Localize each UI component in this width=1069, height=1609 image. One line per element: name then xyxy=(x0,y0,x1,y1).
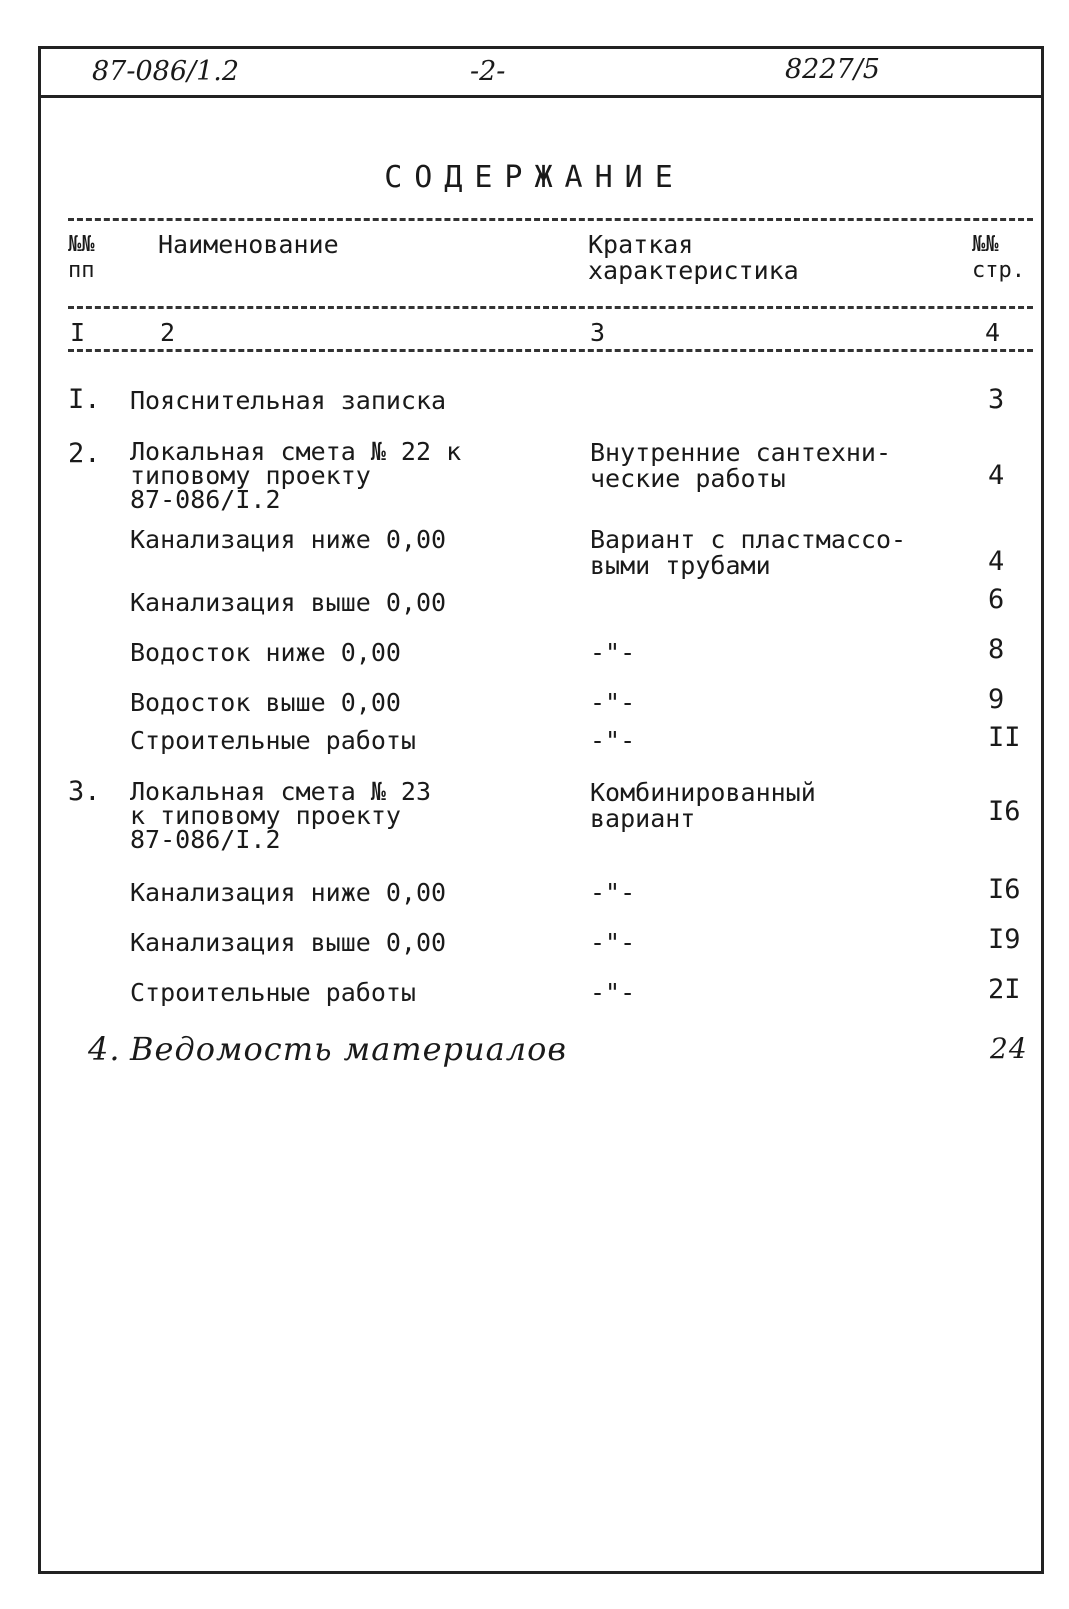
header-rule xyxy=(68,306,1033,309)
col-number-4: 4 xyxy=(985,318,1001,347)
row-name: Канализация ниже 0,00 xyxy=(130,878,447,907)
col-header-desc: Краткая характеристика xyxy=(588,230,799,285)
header-page-number: -2- xyxy=(470,56,506,87)
row-desc: -"- xyxy=(590,726,636,755)
header-code: 87-086/1.2 xyxy=(92,56,240,87)
col-header-page: №№ стр. xyxy=(972,232,1025,283)
row-page: 2I xyxy=(988,974,1021,1005)
row-name: Пояснительная записка xyxy=(130,386,447,415)
row-page: I6 xyxy=(988,796,1021,827)
row-page: 9 xyxy=(988,684,1005,715)
header-doc-number: 8227/5 xyxy=(785,54,880,85)
row-num: 2. xyxy=(68,438,101,469)
row-desc: -"- xyxy=(590,978,636,1007)
row-desc: Комбинированный вариант xyxy=(590,778,816,833)
row-desc: -"- xyxy=(590,878,636,907)
numbers-rule xyxy=(68,349,1033,352)
row-page: 6 xyxy=(988,584,1005,615)
row-page: 4 xyxy=(988,460,1005,491)
table-top-rule xyxy=(68,218,1033,221)
row-page: 4 xyxy=(988,546,1005,577)
handwritten-name: Ведомость материалов xyxy=(130,1030,567,1068)
col-header-name: Наименование xyxy=(158,230,339,259)
row-name: Локальная смета № 22 к типовому проекту 87-086/I.2 xyxy=(130,437,462,514)
row-page: 8 xyxy=(988,634,1005,665)
header-divider xyxy=(38,95,1044,98)
row-name: Водосток ниже 0,00 xyxy=(130,638,401,667)
row-name: Водосток выше 0,00 xyxy=(130,688,401,717)
row-desc: -"- xyxy=(590,688,636,717)
row-page: I6 xyxy=(988,874,1021,905)
handwritten-num: 4. xyxy=(88,1030,121,1068)
row-desc: Вариант с пластмассо- выми трубами xyxy=(590,525,907,580)
col-header-num: №№ пп xyxy=(68,232,95,283)
col-number-3: 3 xyxy=(590,318,606,347)
col-number-2: 2 xyxy=(160,318,176,347)
row-name: Канализация выше 0,00 xyxy=(130,588,447,617)
row-name: Канализация выше 0,00 xyxy=(130,928,447,957)
row-name: Строительные работы xyxy=(130,726,416,755)
handwritten-page: 24 xyxy=(990,1032,1028,1065)
row-name: Строительные работы xyxy=(130,978,416,1007)
row-desc: -"- xyxy=(590,928,636,957)
row-num: I. xyxy=(68,384,101,415)
row-desc: -"- xyxy=(590,638,636,667)
page-title: СОДЕРЖАНИЕ xyxy=(384,160,685,195)
row-page: II xyxy=(988,722,1021,753)
row-desc: Внутренние сантехни- ческие работы xyxy=(590,438,892,493)
col-number-1: I xyxy=(70,318,86,347)
row-page: I9 xyxy=(988,924,1021,955)
row-page: 3 xyxy=(988,384,1005,415)
row-name: Канализация ниже 0,00 xyxy=(130,525,447,554)
row-num: 3. xyxy=(68,776,101,807)
row-name: Локальная смета № 23 к типовому проекту 87-086/I.2 xyxy=(130,777,432,854)
